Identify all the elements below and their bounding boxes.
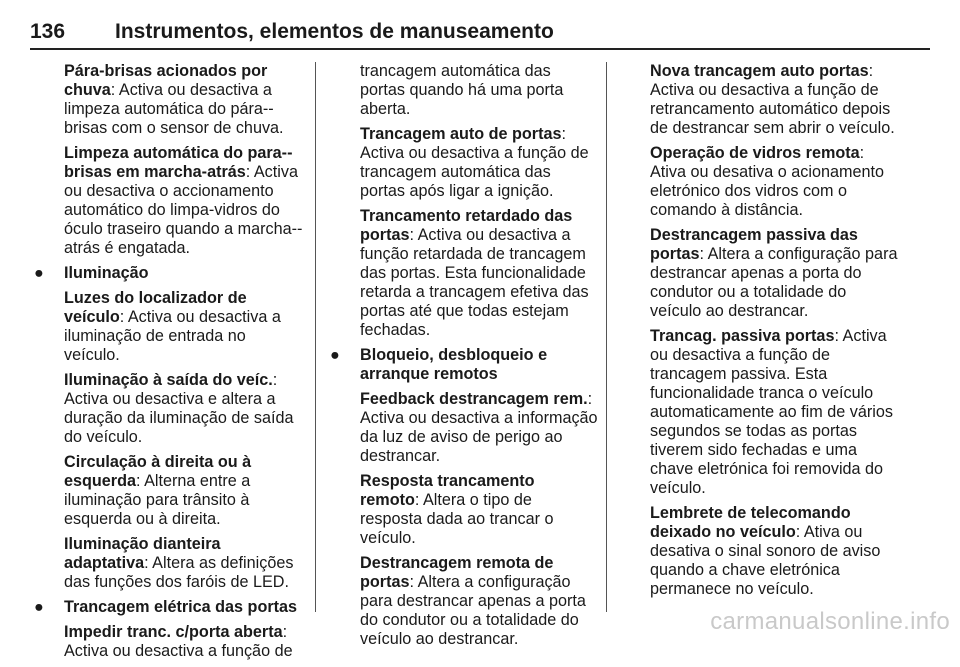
setting-term: Iluminação dianteira adaptativa — [64, 535, 221, 572]
setting-term: Limpeza automática do para--brisas em marcha-atrás — [64, 144, 293, 181]
setting-term: Nova trancagem auto portas — [650, 62, 869, 80]
setting-term: Iluminação à saída do veíc. — [64, 371, 273, 389]
setting-term: Destrancagem passiva das portas — [650, 226, 858, 263]
column-divider — [606, 62, 607, 612]
setting-description: : Altera o tipo de resposta dada ao trancar o veículo. — [360, 491, 554, 547]
setting-entry — [30, 535, 306, 592]
setting-term: Feedback destrancagem rem. — [360, 390, 588, 408]
setting-entry — [340, 554, 598, 649]
text-column-3 — [636, 62, 898, 605]
bullet-icon: ● — [330, 346, 340, 364]
setting-entry — [636, 504, 898, 599]
column-divider — [315, 62, 316, 612]
bullet-icon: ● — [34, 264, 44, 282]
setting-entry — [636, 226, 898, 321]
setting-term: Trancamento retardado das portas — [360, 207, 573, 244]
setting-term: Trancagem auto de portas — [360, 125, 562, 143]
bullet-icon: ● — [34, 598, 44, 616]
section-title: Trancagem elétrica das portas — [64, 598, 298, 616]
setting-description: : Ativa ou desativa o sinal sonoro de aviso quando a chave eletrónica permanece no veículo. — [650, 523, 881, 598]
section-bullet-heading — [330, 346, 598, 384]
setting-description: : Activa ou desactiva a função de trancagem passiva. Esta funcionalidade tranca o veículo automaticamente ao fim de vários segundos se todas as portas tiverem sido fechadas e uma chave eletrónica foi removida do veículo. — [650, 327, 893, 497]
text-column-2 — [330, 62, 598, 655]
section-bullet-heading — [30, 598, 306, 617]
setting-entry — [30, 623, 306, 661]
setting-description: : Activa ou desactiva a função retardada de trancagem das portas. Esta funcionalidade retarda a trancagem efetiva das portas até que todas estejam fechadas. — [360, 226, 589, 339]
setting-entry — [340, 390, 598, 466]
page-number: 136 — [30, 20, 66, 43]
setting-entry — [636, 327, 898, 498]
setting-term: Impedir tranc. c/porta aberta — [64, 623, 283, 641]
setting-entry — [30, 289, 306, 365]
setting-term: Pára-brisas acionados por chuva — [64, 62, 268, 99]
setting-description: : Activa ou desactiva a função de retrancamento automático depois de destrancar sem abrir o veículo. — [650, 62, 895, 137]
setting-entry — [340, 125, 598, 201]
section-title: Iluminação — [64, 264, 149, 282]
page-title: Instrumentos, elementos de manuseamento — [115, 20, 554, 43]
setting-description: : Alterna entre a iluminação para trânsito à esquerda ou à direita. — [64, 472, 251, 528]
watermark: carmanualsonline.info — [710, 608, 950, 635]
setting-term: Lembrete de telecomando deixado no veículo — [650, 504, 851, 541]
setting-description: : Activa ou desactiva a função de — [64, 623, 293, 660]
setting-description: : Altera a configuração para destrancar apenas a porta do condutor ou a totalidade do veículo ao destrancar. — [650, 245, 898, 320]
setting-description: : Altera a configuração para destrancar apenas a porta do condutor ou a totalidade do veículo ao destrancar. — [360, 573, 586, 648]
setting-entry — [30, 144, 306, 258]
setting-term: Operação de vidros remota — [650, 144, 860, 162]
setting-description: : Activa ou desactiva a informação da luz de aviso de perigo ao destrancar. — [360, 390, 598, 465]
setting-entry — [340, 62, 598, 119]
setting-entry — [30, 453, 306, 529]
text-column-1 — [30, 62, 306, 667]
setting-description: : Activa ou desactiva a função de trancagem automática das portas após ligar a ignição. — [360, 125, 589, 200]
page-header — [30, 20, 930, 50]
setting-description: : Altera as definições das funções dos faróis de LED. — [64, 554, 294, 591]
section-title: Bloqueio, desbloqueio e arranque remotos — [360, 346, 548, 383]
setting-term: Circulação à direita ou à esquerda — [64, 453, 252, 490]
setting-term: Resposta trancamento remoto — [360, 472, 535, 509]
setting-entry — [636, 62, 898, 138]
setting-entry — [340, 207, 598, 340]
setting-entry — [30, 62, 306, 138]
setting-description: : Activa ou desactiva a limpeza automática do pára--brisas com o sensor de chuva. — [64, 81, 284, 137]
setting-description: : Activa ou desactiva e altera a duração da iluminação de saída do veículo. — [64, 371, 294, 446]
setting-description: trancagem automática das portas quando há uma porta aberta. — [360, 62, 564, 118]
setting-description: : Activa ou desactiva o accionamento automático do limpa-vidros do óculo traseiro quando a marcha--atrás é engatada. — [64, 163, 303, 257]
setting-term: Destrancagem remota de portas — [360, 554, 554, 591]
section-bullet-heading — [30, 264, 306, 283]
setting-term: Trancag. passiva portas — [650, 327, 835, 345]
setting-description: : Activa ou desactiva a iluminação de entrada no veículo. — [64, 308, 281, 364]
setting-term: Luzes do localizador de veículo — [64, 289, 247, 326]
setting-description: : Ativa ou desativa o acionamento eletrónico dos vidros com o comando à distância. — [650, 144, 884, 219]
setting-entry — [340, 472, 598, 548]
setting-entry — [636, 144, 898, 220]
setting-entry — [30, 371, 306, 447]
